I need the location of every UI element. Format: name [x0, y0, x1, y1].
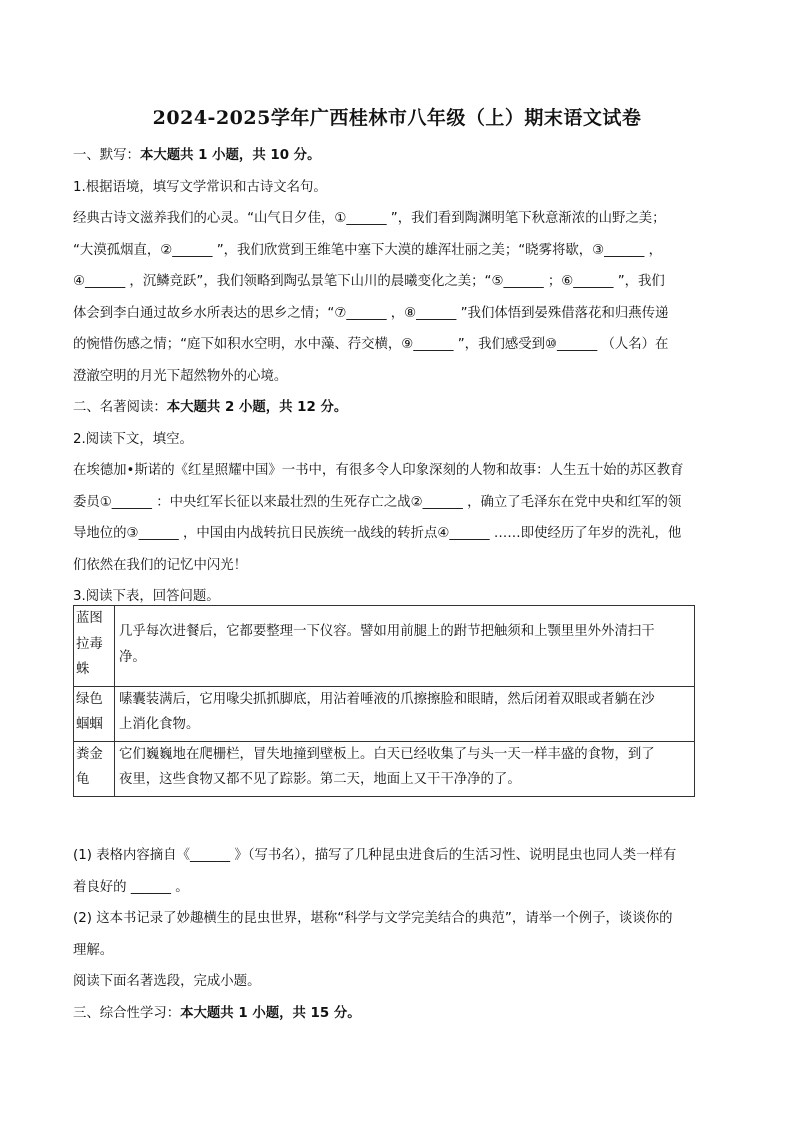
- table-row: [74, 686, 695, 741]
- q2-line: 们依然在我们的记忆中闪光！: [73, 557, 248, 573]
- table-cell-name: 粪金 龟: [74, 741, 115, 796]
- upper-content: [73, 140, 718, 613]
- section-2-heading: 二、名著阅读：本大题共 2 小题，共 12 分。: [73, 400, 348, 415]
- lower-content: [73, 840, 718, 1029]
- q1-line: ④______ ，沉鳞竞跃”，我们领略到陶弘景笔下山川的晨曦变化之美；“⑤______ ；⑥______ ”，我们: [73, 274, 665, 289]
- q3-sub1-line: (1) 表格内容摘自《______ 》（写书名），描写了几种昆虫进食后的生活习性、说明昆虫也同人类一样有: [73, 848, 677, 863]
- q1-line: 经典古诗文滋养我们的心灵。“山气日夕佳，①______ ”，我们看到陶渊明笔下秋意渐浓的山野之美；: [73, 211, 666, 226]
- q2-line: 导地位的③______ ，中国由内战转抗日民族统一战线的转折点④______ ……即使经历了年岁的洗礼，他: [73, 526, 682, 541]
- insect-table: [73, 605, 695, 797]
- q1-line: 的惋惜伤感之情；“庭下如积水空明，水中藻、荇交横，⑨______ ”，我们感受到⑩______ （人名）在: [73, 337, 669, 352]
- table-cell-name: 蓝图 拉毒 蛛: [74, 606, 115, 687]
- q1-line: 体会到李白通过故乡水所表达的思乡之情；“⑦______ ，⑧______ ”我们体悟到晏殊借落花和归燕传递: [73, 305, 669, 321]
- table-row: [74, 741, 695, 796]
- section-1-heading: 一、默写：本大题共 1 小题，共 10 分。: [73, 148, 321, 163]
- q2-line: 在埃德加•斯诺的《红星照耀中国》一书中，有很多令人印象深刻的人物和故事：人生五十始的苏区教育: [73, 463, 684, 478]
- q1-line: “大漠孤烟直，②______ ”，我们欣赏到王维笔中塞下大漠的雄浑壮丽之美；“晓雾将歇，③______ ，: [73, 242, 662, 258]
- excerpt-instruction: 阅读下面名著选段，完成小题。: [73, 974, 261, 989]
- table-cell-name: 绿色 蝈蝈: [74, 686, 115, 741]
- q3-sub1-line: 着良好的 ______ 。: [73, 879, 189, 895]
- table-cell-text: 嗉囊装满后，它用喙尖抓抓脚底，用沾着唾液的爪擦擦脸和眼睛，然后闭着双眼或者躺在沙 上消化食物。: [115, 686, 695, 741]
- section-3-heading: 三、综合性学习：本大题共 1 小题，共 15 分。: [73, 1005, 361, 1021]
- table-row: [74, 606, 695, 687]
- q2-stem: 2.阅读下文，填空。: [73, 431, 193, 447]
- q3-sub2-line: 理解。: [73, 942, 114, 958]
- exam-title: 2024-2025学年广西桂林市八年级（上）期末语文试卷: [152, 107, 642, 129]
- q3-sub2-line: (2) 这本书记录了妙趣横生的昆虫世界，堪称“科学与文学完美结合的典范”，请举一个例子，谈谈你的: [73, 911, 673, 926]
- q1-stem: 1.根据语境，填写文学常识和古诗文名句。: [73, 179, 327, 195]
- table-cell-text: 几乎每次进餐后，它都要整理一下仪容。譬如用前腿上的跗节把触须和上颚里里外外清扫干 净。: [115, 606, 695, 687]
- q1-line: 澄澈空明的月光下超然物外的心境。: [73, 368, 288, 384]
- q3-stem: 3.阅读下表，回答问题。: [73, 589, 220, 604]
- q2-line: 委员①______ ：中央红军长征以来最壮烈的生死存亡之战②______ ，确立了毛泽东在党中央和红军的领: [73, 494, 682, 510]
- table-cell-text: 它们巍巍地在爬栅栏，冒失地撞到壁板上。白天已经收集了与头一天一样丰盛的食物，到了 夜里，这些食物又都不见了踪影。第二天，地面上又干干净净的了。: [115, 741, 695, 796]
